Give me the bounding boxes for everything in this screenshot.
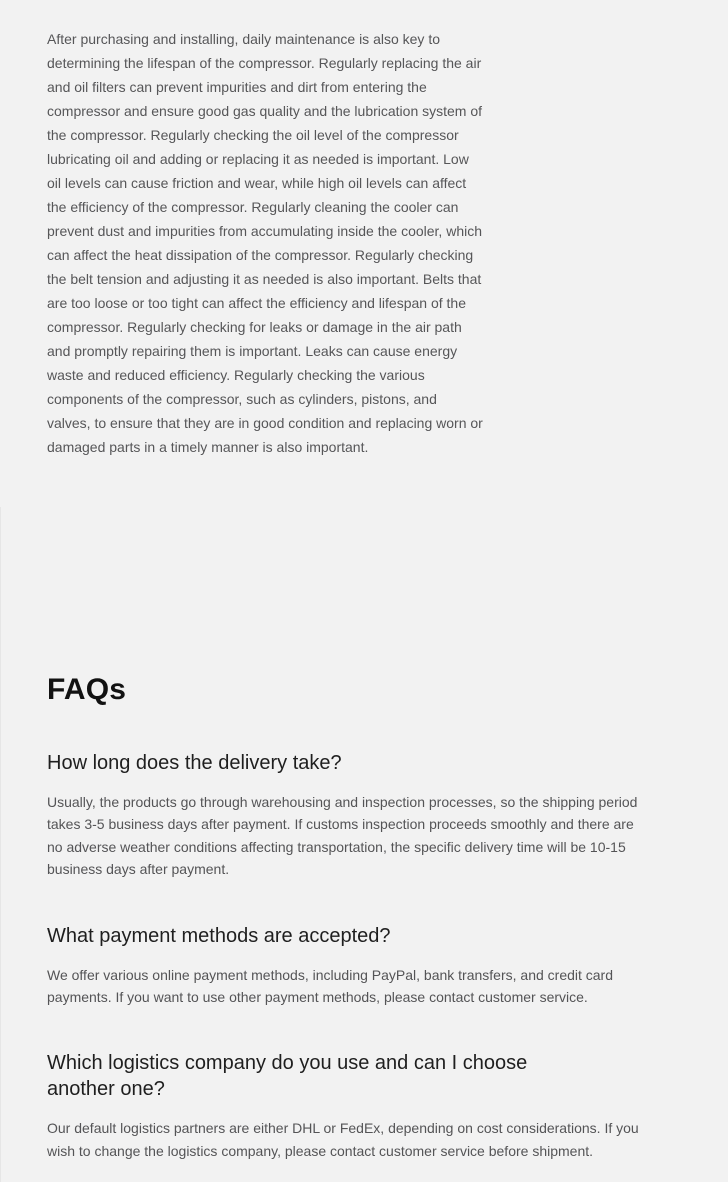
section-edge-divider [0,507,1,1182]
faq-section [47,672,728,1162]
faq-answer-logistics-company: Our default logistics partners are either DHL or FedEx, depending on cost considerations. If you wish to change the logistics company, please contact customer service before shipment. [47,1120,639,1159]
maintenance-description-paragraph: After purchasing and installing, daily maintenance is also key to determining the lifespan of the compressor. Regularly replacing the air and oil filters can prevent impurities and dirt from entering the compressor and ensure good gas quality and the lubrication system of the compressor. Regularly checking the oil level of the compressor lubricating oil and adding or replacing it as needed is important. Low oil levels can cause friction and wear, while high oil levels can affect the efficiency of the compressor. Regularly cleaning the cooler can prevent dust and impurities from accumulating inside the cooler, which can affect the heat dissipation of the compressor. Regularly checking the belt tension and adjusting it as needed is also important. Belts that are too loose or too tight can affect the efficiency and lifespan of the compressor. Regularly checking for leaks or damage in the air path and promptly repairing them is important. Leaks can cause energy waste and reduced efficiency. Regularly checking the various components of the compressor, such as cylinders, pistons, and valves, to ensure that they are in good condition and replacing worn or damaged parts in a timely manner is also important. [47,31,483,455]
faq-item [47,750,728,881]
faq-question-payment-methods: What payment methods are accepted? [47,924,391,947]
faq-question-delivery-time: How long does the delivery take? [47,752,342,774]
faq-section-title: FAQs [47,673,127,706]
faq-answer-delivery-time: Usually, the products go through warehousing and inspection processes, so the shipping period takes 3-5 business days after payment. If customs inspection proceeds smoothly and there are no adverse weather conditions affecting transportation, the specific delivery time will be 10-15 business days after payment. [47,794,638,878]
faq-item [47,923,728,1009]
faq-answer-payment-methods: We offer various online payment methods, including PayPal, bank transfers, and credit card payments. If you want to use other payment methods, please contact customer service. [47,966,614,1006]
faq-item [47,1050,728,1162]
faq-question-logistics-company: Which logistics company do you use and can I choose another one? [47,1052,528,1101]
